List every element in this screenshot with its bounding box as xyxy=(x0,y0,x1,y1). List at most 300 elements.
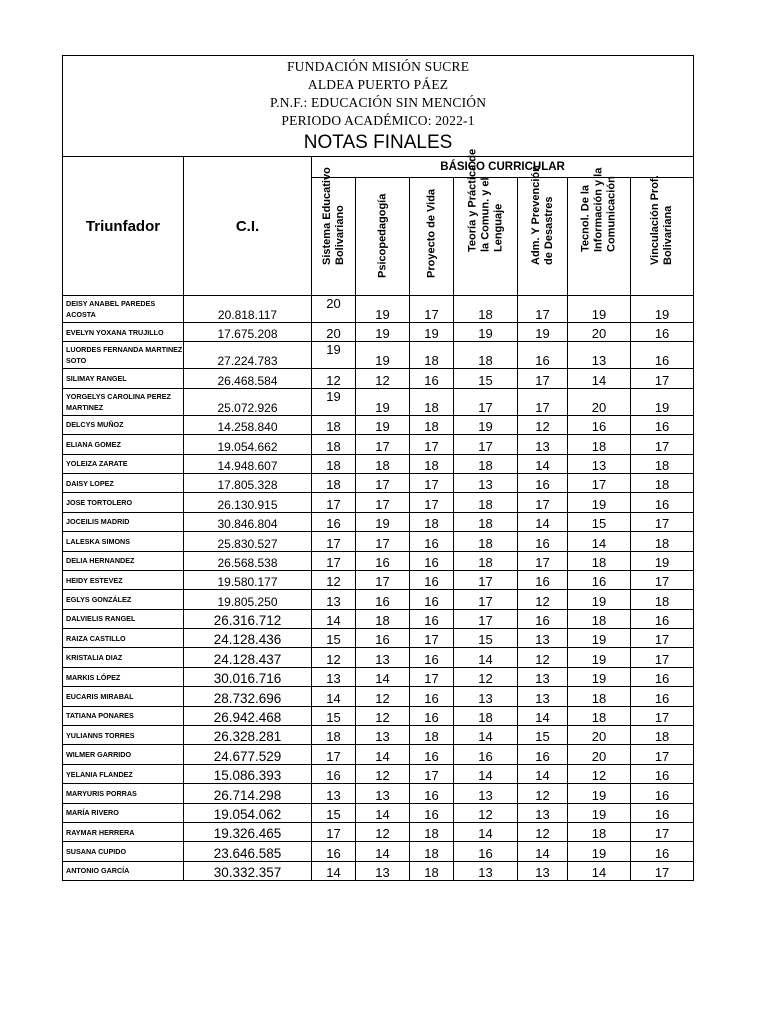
grade-cell: 16 xyxy=(312,842,356,861)
table-row xyxy=(63,570,694,589)
grade-cell: 13 xyxy=(518,629,568,648)
grade-cell: 12 xyxy=(518,590,568,609)
grade-cell: 17 xyxy=(631,822,694,841)
student-name: SILIMAY RANGEL xyxy=(63,369,184,388)
grade-cell: 14 xyxy=(356,842,410,861)
grade-cell: 15 xyxy=(454,629,518,648)
grade-cell: 17 xyxy=(631,648,694,667)
grade-cell: 13 xyxy=(568,454,631,473)
grade-cell: 19 xyxy=(312,388,356,415)
student-name: TATIANA PONARES xyxy=(63,706,184,725)
grade-cell: 18 xyxy=(410,842,454,861)
grade-cell: 18 xyxy=(454,342,518,369)
grade-cell: 13 xyxy=(454,784,518,803)
grade-cell: 13 xyxy=(454,861,518,880)
grade-cell: 17 xyxy=(518,296,568,323)
student-name: KRISTALIA DIAZ xyxy=(63,648,184,667)
grade-cell: 17 xyxy=(312,745,356,764)
grade-cell: 14 xyxy=(356,803,410,822)
grade-cell: 20 xyxy=(312,296,356,323)
grade-cell: 14 xyxy=(454,764,518,783)
student-name: SUSANA CUPIDO xyxy=(63,842,184,861)
student-name: LALESKA SIMONS xyxy=(63,532,184,551)
document-title: NOTAS FINALES xyxy=(303,132,453,153)
grade-cell: 12 xyxy=(356,369,410,388)
subject-label: Sistema Educativo Bolivariano xyxy=(320,167,346,265)
table-row xyxy=(63,493,694,512)
grade-cell: 18 xyxy=(410,726,454,745)
grade-cell: 19 xyxy=(356,323,410,342)
table-row xyxy=(63,551,694,570)
grade-cell: 15 xyxy=(312,706,356,725)
grade-cell: 18 xyxy=(356,454,410,473)
table-row xyxy=(63,532,694,551)
student-id: 20.818.117 xyxy=(184,296,312,323)
grade-cell: 14 xyxy=(312,861,356,880)
student-name: RAYMAR HERRERA xyxy=(63,822,184,841)
grade-cell: 15 xyxy=(568,512,631,531)
grade-cell: 18 xyxy=(568,609,631,628)
grade-cell: 14 xyxy=(568,532,631,551)
grade-cell: 17 xyxy=(454,590,518,609)
grade-cell: 19 xyxy=(356,512,410,531)
grade-cell: 18 xyxy=(410,454,454,473)
grade-cell: 19 xyxy=(568,629,631,648)
grade-cell: 13 xyxy=(312,667,356,686)
table-row xyxy=(63,687,694,706)
grade-cell: 16 xyxy=(631,493,694,512)
table-row xyxy=(63,648,694,667)
grade-cell: 15 xyxy=(518,726,568,745)
table-row xyxy=(63,822,694,841)
student-name: LUORDES FERNANDA MARTINEZ SOTO xyxy=(63,342,184,369)
institution-line: FUNDACIÓN MISIÓN SUCRE xyxy=(286,59,470,74)
column-header-triunfador: Triunfador xyxy=(63,157,184,296)
grade-cell: 16 xyxy=(410,784,454,803)
grade-cell: 14 xyxy=(518,512,568,531)
grade-cell: 18 xyxy=(312,435,356,454)
program-line: P.N.F.: EDUCACIÓN SIN MENCIÓN xyxy=(269,95,487,110)
grade-cell: 14 xyxy=(518,842,568,861)
grade-cell: 16 xyxy=(631,323,694,342)
grade-cell: 13 xyxy=(518,667,568,686)
grade-cell: 18 xyxy=(410,512,454,531)
student-id: 25.072.926 xyxy=(184,388,312,415)
grade-cell: 12 xyxy=(312,648,356,667)
grade-cell: 19 xyxy=(356,342,410,369)
grades-table xyxy=(62,55,694,881)
grade-cell: 16 xyxy=(410,706,454,725)
subject-header xyxy=(410,178,454,296)
grade-cell: 19 xyxy=(356,388,410,415)
table-row xyxy=(63,415,694,434)
grade-cell: 17 xyxy=(410,493,454,512)
grade-cell: 16 xyxy=(631,764,694,783)
grade-cell: 13 xyxy=(518,435,568,454)
grade-cell: 17 xyxy=(312,493,356,512)
table-row xyxy=(63,296,694,323)
grade-cell: 12 xyxy=(356,822,410,841)
student-id: 30.332.357 xyxy=(184,861,312,880)
grade-cell: 18 xyxy=(312,454,356,473)
grade-cell: 18 xyxy=(568,435,631,454)
grade-cell: 17 xyxy=(518,369,568,388)
grade-cell: 19 xyxy=(631,388,694,415)
subject-header xyxy=(312,167,356,296)
subject-header xyxy=(568,167,631,296)
grade-cell: 13 xyxy=(454,687,518,706)
grade-cell: 16 xyxy=(410,648,454,667)
grade-cell: 16 xyxy=(568,415,631,434)
grade-cell: 18 xyxy=(568,706,631,725)
grade-cell: 13 xyxy=(518,861,568,880)
table-row xyxy=(63,512,694,531)
subject-label: Tecnol. De la Información y la Comunicación xyxy=(579,167,618,252)
student-id: 26.942.468 xyxy=(184,706,312,725)
student-name: JOSE TORTOLERO xyxy=(63,493,184,512)
grade-cell: 19 xyxy=(568,493,631,512)
student-name: EVELYN YOXANA TRUJILLO xyxy=(63,323,184,342)
grade-cell: 18 xyxy=(410,822,454,841)
student-id: 19.054.062 xyxy=(184,803,312,822)
table-row xyxy=(63,609,694,628)
grade-cell: 18 xyxy=(312,473,356,492)
grade-cell: 17 xyxy=(454,388,518,415)
grade-cell: 16 xyxy=(631,609,694,628)
grade-cell: 19 xyxy=(410,323,454,342)
grade-cell: 19 xyxy=(454,415,518,434)
grade-cell: 16 xyxy=(410,532,454,551)
grade-cell: 14 xyxy=(568,861,631,880)
grade-cell: 12 xyxy=(518,415,568,434)
student-id: 17.805.328 xyxy=(184,473,312,492)
grade-cell: 16 xyxy=(410,590,454,609)
grade-cell: 17 xyxy=(631,629,694,648)
student-id: 24.128.437 xyxy=(184,648,312,667)
grade-cell: 17 xyxy=(410,435,454,454)
grade-cell: 13 xyxy=(518,803,568,822)
table-row xyxy=(63,629,694,648)
grade-cell: 16 xyxy=(518,532,568,551)
table-row xyxy=(63,745,694,764)
student-id: 26.316.712 xyxy=(184,609,312,628)
grade-cell: 12 xyxy=(454,803,518,822)
grade-cell: 18 xyxy=(631,726,694,745)
grade-cell: 19 xyxy=(568,803,631,822)
student-name: MARKIS LÓPEZ xyxy=(63,667,184,686)
table-row xyxy=(63,388,694,415)
grade-cell: 18 xyxy=(631,590,694,609)
grade-cell: 19 xyxy=(568,784,631,803)
grade-cell: 14 xyxy=(356,667,410,686)
grade-cell: 16 xyxy=(631,415,694,434)
subject-header xyxy=(631,175,694,296)
grade-cell: 17 xyxy=(356,435,410,454)
grade-cell: 15 xyxy=(454,369,518,388)
grade-cell: 17 xyxy=(356,473,410,492)
grade-cell: 13 xyxy=(518,687,568,706)
grade-cell: 17 xyxy=(312,551,356,570)
grade-cell: 19 xyxy=(356,296,410,323)
grade-cell: 19 xyxy=(568,296,631,323)
grade-cell: 17 xyxy=(631,706,694,725)
grade-cell: 17 xyxy=(356,570,410,589)
grade-cell: 19 xyxy=(518,323,568,342)
grade-cell: 16 xyxy=(454,842,518,861)
grade-cell: 18 xyxy=(568,822,631,841)
grade-cell: 16 xyxy=(410,570,454,589)
grade-cell: 19 xyxy=(454,323,518,342)
table-row xyxy=(63,764,694,783)
grade-cell: 16 xyxy=(518,342,568,369)
grade-cell: 18 xyxy=(568,687,631,706)
grade-cell: 18 xyxy=(410,388,454,415)
grade-cell: 16 xyxy=(410,551,454,570)
grade-cell: 18 xyxy=(631,532,694,551)
student-id: 23.646.585 xyxy=(184,842,312,861)
grade-cell: 20 xyxy=(312,323,356,342)
grade-cell: 14 xyxy=(568,369,631,388)
grade-cell: 19 xyxy=(312,342,356,369)
grade-cell: 12 xyxy=(356,687,410,706)
grade-cell: 20 xyxy=(568,323,631,342)
grade-cell: 13 xyxy=(454,473,518,492)
student-name: ANTONIO GARCÍA xyxy=(63,861,184,880)
grade-cell: 18 xyxy=(410,861,454,880)
grade-cell: 14 xyxy=(454,822,518,841)
student-name: YELANIA FLANDEZ xyxy=(63,764,184,783)
student-id: 19.580.177 xyxy=(184,570,312,589)
grade-cell: 17 xyxy=(631,570,694,589)
table-row xyxy=(63,590,694,609)
student-name: YOLEIZA ZARATE xyxy=(63,454,184,473)
subject-label: Teoría y Práctica de la Comun. y el Lenguaje xyxy=(466,148,504,252)
grade-cell: 17 xyxy=(631,369,694,388)
grade-cell: 17 xyxy=(356,493,410,512)
grade-cell: 17 xyxy=(518,493,568,512)
grade-cell: 12 xyxy=(568,764,631,783)
grade-cell: 12 xyxy=(356,706,410,725)
student-id: 26.130.915 xyxy=(184,493,312,512)
student-id: 27.224.783 xyxy=(184,342,312,369)
grade-cell: 16 xyxy=(454,745,518,764)
student-name: ELIANA GOMEZ xyxy=(63,435,184,454)
student-id: 24.128.436 xyxy=(184,629,312,648)
student-name: HEIDY ESTEVEZ xyxy=(63,570,184,589)
student-id: 24.677.529 xyxy=(184,745,312,764)
grade-cell: 18 xyxy=(631,473,694,492)
grade-cell: 17 xyxy=(631,861,694,880)
table-row xyxy=(63,369,694,388)
grade-cell: 16 xyxy=(356,551,410,570)
grade-cell: 19 xyxy=(568,667,631,686)
table-row xyxy=(63,667,694,686)
student-id: 30.016.716 xyxy=(184,667,312,686)
grade-cell: 18 xyxy=(631,454,694,473)
student-name: DAISY LOPEZ xyxy=(63,473,184,492)
student-name: YORGELYS CAROLINA PEREZ MARTINEZ xyxy=(63,388,184,415)
grade-cell: 17 xyxy=(631,512,694,531)
grade-cell: 16 xyxy=(518,473,568,492)
grade-cell: 18 xyxy=(312,415,356,434)
student-id: 17.675.208 xyxy=(184,323,312,342)
column-header-ci: C.I. xyxy=(184,157,312,296)
grade-cell: 16 xyxy=(312,512,356,531)
table-row xyxy=(63,726,694,745)
grade-cell: 17 xyxy=(454,609,518,628)
grade-cell: 19 xyxy=(631,296,694,323)
student-id: 19.805.250 xyxy=(184,590,312,609)
grade-cell: 18 xyxy=(356,609,410,628)
grade-cell: 16 xyxy=(356,590,410,609)
grade-cell: 19 xyxy=(631,551,694,570)
grade-cell: 16 xyxy=(312,764,356,783)
student-name: MARÍA RIVERO xyxy=(63,803,184,822)
student-id: 15.086.393 xyxy=(184,764,312,783)
grade-cell: 14 xyxy=(454,726,518,745)
subject-header xyxy=(518,165,568,296)
grade-cell: 13 xyxy=(568,342,631,369)
grade-cell: 18 xyxy=(454,296,518,323)
grade-cell: 16 xyxy=(410,369,454,388)
grade-cell: 17 xyxy=(410,296,454,323)
student-id: 26.328.281 xyxy=(184,726,312,745)
grade-cell: 18 xyxy=(454,706,518,725)
grade-cell: 16 xyxy=(410,687,454,706)
grade-cell: 13 xyxy=(356,648,410,667)
grade-cell: 18 xyxy=(312,726,356,745)
grade-cell: 17 xyxy=(312,822,356,841)
grade-cell: 18 xyxy=(454,551,518,570)
student-name: JOCEILIS MADRID xyxy=(63,512,184,531)
grade-cell: 20 xyxy=(568,745,631,764)
grade-cell: 17 xyxy=(454,435,518,454)
grade-cell: 18 xyxy=(454,454,518,473)
grade-cell: 17 xyxy=(631,435,694,454)
grade-cell: 17 xyxy=(356,532,410,551)
student-id: 19.054.662 xyxy=(184,435,312,454)
student-id: 30.846.804 xyxy=(184,512,312,531)
grade-cell: 12 xyxy=(518,784,568,803)
grade-cell: 12 xyxy=(312,369,356,388)
student-id: 14.258.840 xyxy=(184,415,312,434)
subject-header xyxy=(356,178,410,296)
grade-cell: 16 xyxy=(568,570,631,589)
student-name: DEISY ANABEL PAREDES ACOSTA xyxy=(63,296,184,323)
table-row xyxy=(63,842,694,861)
grade-cell: 15 xyxy=(312,629,356,648)
student-name: EUCARIS MIRABAL xyxy=(63,687,184,706)
grade-cell: 19 xyxy=(568,648,631,667)
grade-cell: 12 xyxy=(518,822,568,841)
table-row xyxy=(63,706,694,725)
student-name: DALVIELIS RANGEL xyxy=(63,609,184,628)
grade-cell: 18 xyxy=(410,342,454,369)
grade-cell: 16 xyxy=(631,803,694,822)
grade-cell: 17 xyxy=(410,473,454,492)
grade-cell: 13 xyxy=(356,726,410,745)
grade-cell: 17 xyxy=(454,570,518,589)
grade-cell: 13 xyxy=(356,861,410,880)
grade-cell: 18 xyxy=(454,512,518,531)
group-header: BÁSICO CURRICULAR xyxy=(312,157,694,178)
grade-cell: 16 xyxy=(410,745,454,764)
grade-cell: 18 xyxy=(454,493,518,512)
student-name: EGLYS GONZÁLEZ xyxy=(63,590,184,609)
grade-cell: 17 xyxy=(631,745,694,764)
student-id: 19.326.465 xyxy=(184,822,312,841)
table-row xyxy=(63,454,694,473)
table-row xyxy=(63,435,694,454)
grade-cell: 12 xyxy=(518,648,568,667)
grade-cell: 17 xyxy=(312,532,356,551)
student-id: 14.948.607 xyxy=(184,454,312,473)
grade-cell: 13 xyxy=(312,590,356,609)
grade-cell: 17 xyxy=(410,667,454,686)
subject-label: Vinculación Prof. Bolivariana xyxy=(649,175,675,265)
grade-cell: 14 xyxy=(312,687,356,706)
grade-cell: 14 xyxy=(518,764,568,783)
grade-cell: 16 xyxy=(631,784,694,803)
grade-cell: 16 xyxy=(410,609,454,628)
table-row xyxy=(63,473,694,492)
grade-cell: 16 xyxy=(631,842,694,861)
student-id: 26.468.584 xyxy=(184,369,312,388)
grade-cell: 17 xyxy=(518,388,568,415)
grade-cell: 16 xyxy=(518,745,568,764)
grade-cell: 16 xyxy=(518,609,568,628)
grade-cell: 17 xyxy=(568,473,631,492)
grade-cell: 16 xyxy=(631,342,694,369)
grade-cell: 14 xyxy=(454,648,518,667)
table-row xyxy=(63,784,694,803)
table-row xyxy=(63,803,694,822)
grade-cell: 14 xyxy=(356,745,410,764)
student-name: DELCYS MUÑOZ xyxy=(63,415,184,434)
grade-cell: 14 xyxy=(518,706,568,725)
table-row xyxy=(63,342,694,369)
grade-cell: 19 xyxy=(356,415,410,434)
grade-cell: 13 xyxy=(356,784,410,803)
grade-cell: 20 xyxy=(568,726,631,745)
student-name: MARYURIS PORRAS xyxy=(63,784,184,803)
subject-label: Adm. Y Prevención de Desastres xyxy=(529,165,555,265)
grade-cell: 19 xyxy=(568,590,631,609)
subject-label: Proyecto de Vida xyxy=(425,188,437,278)
subject-label: Psicopedagogía xyxy=(376,193,388,278)
grade-cell: 16 xyxy=(518,570,568,589)
grade-cell: 15 xyxy=(312,803,356,822)
student-name: WILMER GARRIDO xyxy=(63,745,184,764)
grade-cell: 20 xyxy=(568,388,631,415)
student-name: RAIZA CASTILLO xyxy=(63,629,184,648)
grade-cell: 16 xyxy=(631,687,694,706)
grade-cell: 16 xyxy=(410,803,454,822)
student-name: YULIANNS TORRES xyxy=(63,726,184,745)
grade-cell: 16 xyxy=(631,667,694,686)
table-row xyxy=(63,861,694,880)
location-line: ALDEA PUERTO PÁEZ xyxy=(307,77,449,92)
grade-cell: 17 xyxy=(410,629,454,648)
grade-cell: 18 xyxy=(568,551,631,570)
grade-cell: 18 xyxy=(454,532,518,551)
grade-cell: 17 xyxy=(410,764,454,783)
student-name: DELIA HERNANDEZ xyxy=(63,551,184,570)
grade-cell: 19 xyxy=(568,842,631,861)
grade-cell: 18 xyxy=(410,415,454,434)
grade-cell: 17 xyxy=(518,551,568,570)
student-id: 26.568.538 xyxy=(184,551,312,570)
